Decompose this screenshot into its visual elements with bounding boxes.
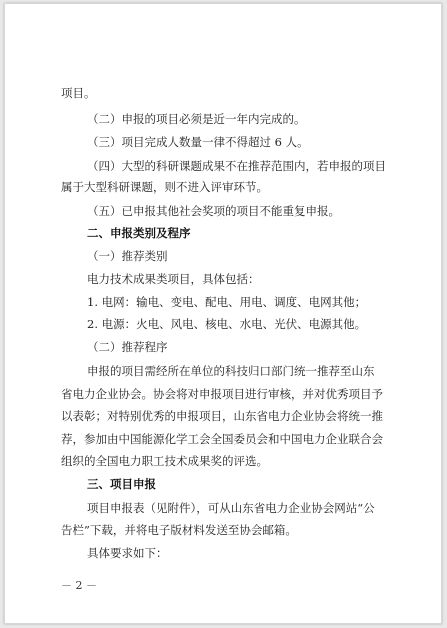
text-line: 属于大型科研课题，则不进入评审环节。 [61, 180, 268, 194]
text-line: 告栏”下载，并将电子版材料发送至协会邮箱。 [61, 523, 297, 537]
text-line: 1. 电网：输电、变电、配电、用电、调度、电网其他； [87, 295, 367, 309]
text-line: （二）推荐程序 [87, 340, 168, 354]
text-line: 省电力企业协会。协会将对申报项目进行审核，并对优秀项目予 [61, 387, 383, 401]
text-line: （二）申报的项目必须是近一年内完成的。 [87, 112, 306, 126]
text-line: 2. 电源：火电、风电、核电、水电、光伏、电源其他。 [87, 317, 367, 331]
text-line: 以表彰；对特别优秀的申报项目，山东省电力企业协会将统一推 [61, 409, 383, 423]
section-heading: 三、项目申报 [87, 477, 156, 491]
text-line: 申报的项目需经所在单位的科技归口部门统一推荐至山东 [87, 364, 375, 378]
text-line: 荐，参加由中国能源化学工会全国委员会和中国电力企业联合会 [61, 432, 383, 446]
text-line: 项目。 [61, 86, 96, 100]
document-page [4, 3, 442, 624]
page-number: － 2 － [61, 579, 97, 592]
text-line: 组织的全国电力职工技术成果奖的评选。 [61, 454, 268, 468]
text-line: （五）已申报其他社会奖项的项目不能重复申报。 [87, 204, 340, 218]
text-line: （一）推荐类别 [87, 249, 168, 263]
text-line: 电力技术成果类项目，具体包括： [87, 272, 260, 286]
text-line: （三）项目完成人数量一律不得超过 6 人。 [87, 135, 309, 149]
text-line: 项目申报表（见附件），可从山东省电力企业协会网站“公 [87, 501, 375, 515]
text-line: 具体要求如下： [87, 546, 168, 560]
section-heading: 二、申报类别及程序 [87, 226, 191, 240]
text-line: （四）大型的科研课题成果不在推荐范围内，若申报的项目 [87, 159, 386, 173]
